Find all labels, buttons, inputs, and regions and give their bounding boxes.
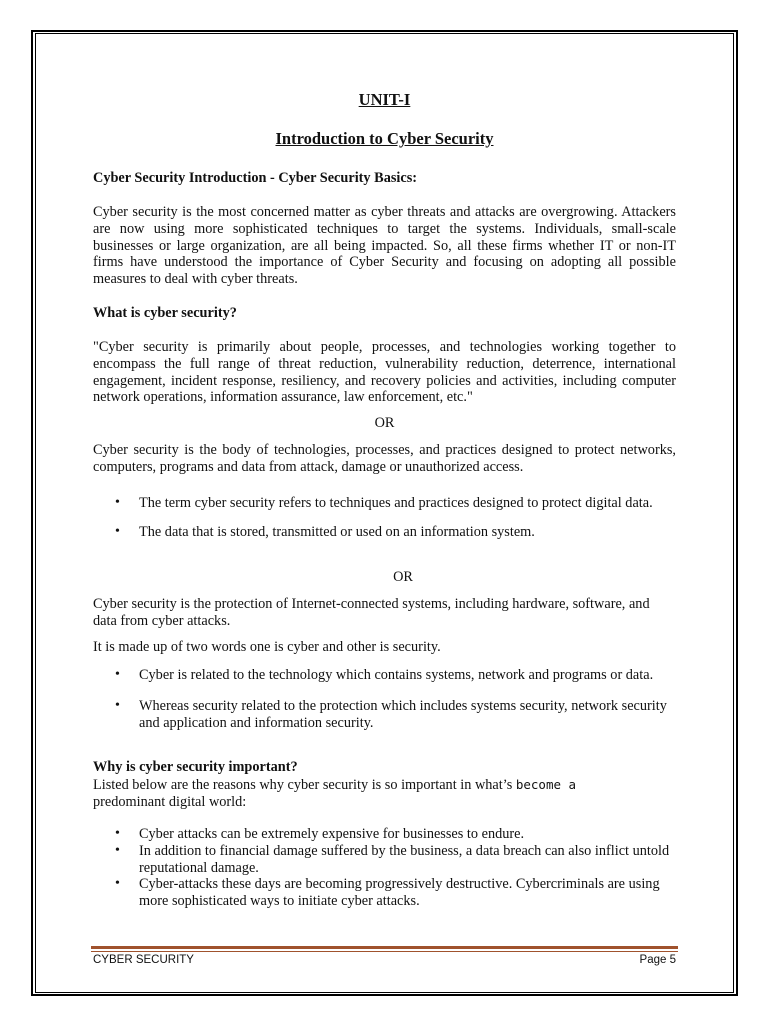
page-title: Introduction to Cyber Security [275,129,494,148]
list-item-text: Cyber-attacks these days are becoming progressively destructive. Cybercriminals are using more sophisticated ways to initiate cyber attacks. [139,876,660,910]
footer-title: CYBER SECURITY [93,954,194,966]
bullet-list-1 [93,495,676,541]
what-heading: What is cyber security? [93,305,237,321]
bullet-list-3 [93,826,676,910]
list-item [93,667,676,684]
footer-rule-thick [91,946,678,949]
or-separator-2: OR [393,569,413,585]
why-intro-part-a: Listed below are the reasons why cyber security is so important in what’s [93,777,513,793]
bullet-icon: • [115,826,120,841]
why-intro [93,777,676,811]
footer-rule-thin [91,951,678,952]
list-item [93,826,676,843]
list-item-text: Cyber attacks can be extremely expensive for businesses to endure. [139,826,525,842]
page-number: Page 5 [639,954,676,966]
list-item-text: The term cyber security refers to techniques and practices designed to protect digital data. [139,495,653,511]
list-item [93,843,676,877]
list-item [93,876,676,910]
list-item-text: In addition to financial damage suffered by the business, a data breach can also inflict untold reputational damage. [139,842,670,876]
bullet-icon: • [115,842,120,858]
list-item [93,495,676,512]
bullet-icon: • [115,876,120,892]
unit-heading: UNIT-I [358,90,411,109]
intro-paragraph: Cyber security is the most concerned matter as cyber threats and attacks are overgrowing. Attackers are now using more sophisticated techniques to target the systems. Individuals, small-scale businesses or large organization, are all being impacted. So, all these firms whether IT or non-IT firms have understood the importance of Cyber Security and focusing on adopting all possible measures to deal with cyber threats. [93,204,676,288]
why-heading: Why is cyber security important? [93,759,298,775]
why-intro-part-b: become a [515,777,577,792]
why-intro-part-c: predominant digital world: [93,793,247,810]
intro-heading: Cyber Security Introduction - Cyber Security Basics: [93,170,418,186]
list-item-text: Whereas security related to the protection which includes systems security, network security and application and information security. [139,697,667,731]
definition-2: Cyber security is the body of technologies, processes, and practices designed to protect networks, computers, programs and data from attack, damage or unauthorized access. [93,442,676,475]
or-separator-1: OR [374,415,395,431]
list-item [93,524,676,541]
bullet-icon: • [115,495,120,510]
list-item-text: Cyber is related to the technology which contains systems, network and programs or data. [139,667,654,683]
bullet-icon: • [115,667,120,682]
definition-3: Cyber security is the protection of Internet-connected systems, including hardware, software, and data from cyber attacks. [93,596,650,629]
list-item [93,698,676,732]
list-item-text: The data that is stored, transmitted or used on an information system. [139,523,535,540]
bullet-icon: • [115,523,120,539]
bullet-icon: • [115,697,120,713]
what-quote: "Cyber security is primarily about people, processes, and technologies working together to encompass the full range of threat reduction, vulnerability reduction, deterrence, international engagement, incident response, resiliency, and recovery policies and activities, including computer network operations, information assurance, law enforcement, etc." [93,339,676,406]
bullet-list-2 [93,667,676,731]
two-words-text: It is made up of two words one is cyber and other is security. [93,639,441,655]
